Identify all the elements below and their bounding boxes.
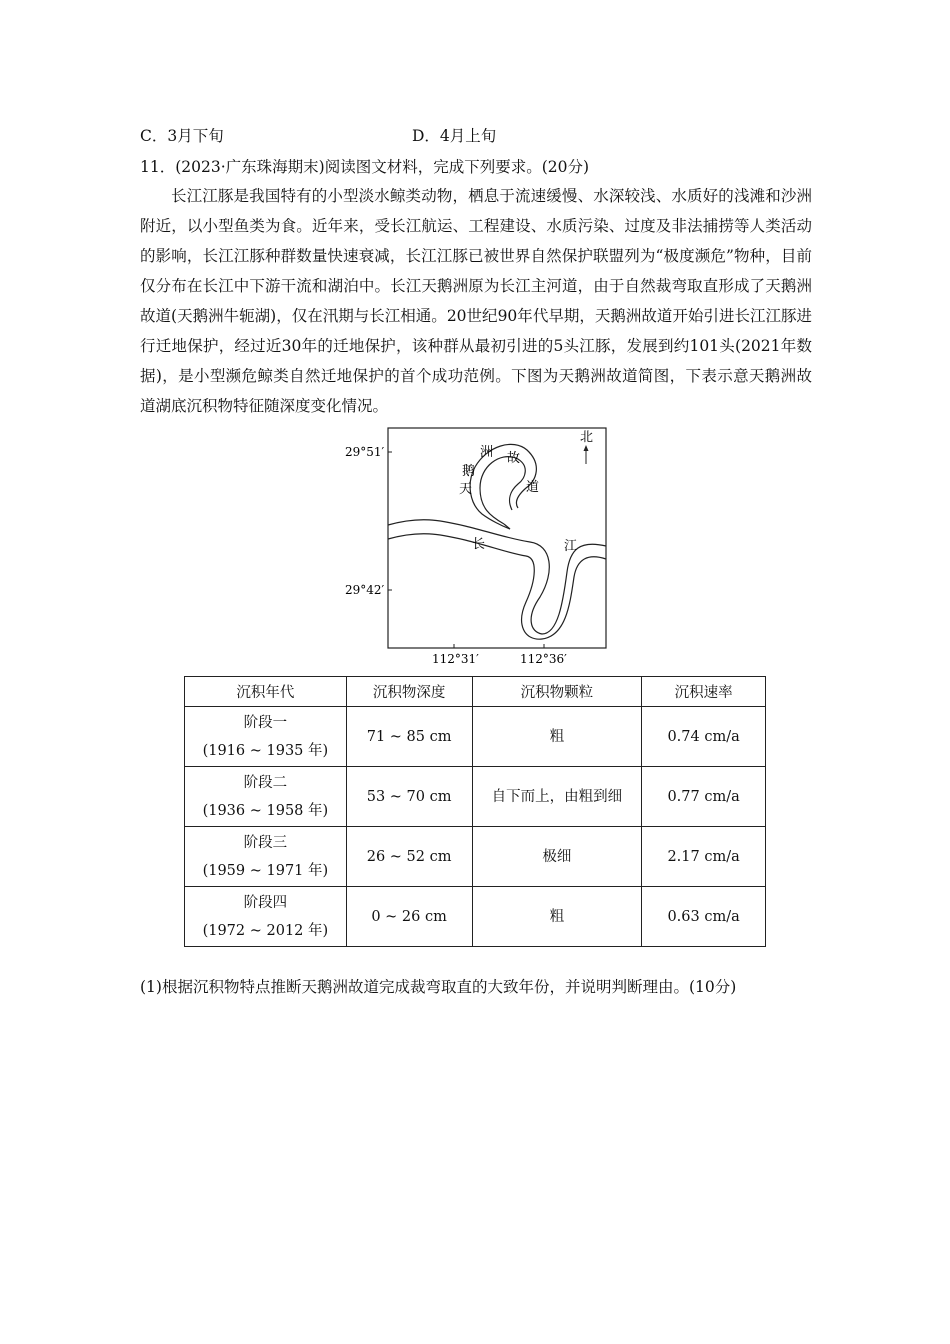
stage-cell bbox=[185, 887, 347, 947]
table-header-cell: 沉积年代 bbox=[185, 677, 347, 707]
rate-cell: 0.63 cm/a bbox=[642, 887, 766, 947]
north-label: 北 bbox=[580, 430, 594, 445]
map-label-gu: 故 bbox=[507, 451, 521, 466]
map-label-zhou: 洲 bbox=[480, 445, 494, 460]
option-d: D．4月上旬 bbox=[412, 127, 497, 145]
map-label-tian: 天 bbox=[459, 482, 473, 497]
stage-years: (1959 ~ 1971 年) bbox=[202, 862, 329, 879]
option-c: C．3月下旬 bbox=[140, 127, 224, 145]
map-label-dao: 道 bbox=[526, 480, 540, 495]
tianezhou-map bbox=[330, 422, 630, 668]
lat-bottom-label: 29°42′ bbox=[345, 583, 385, 597]
rate-cell: 0.74 cm/a bbox=[642, 707, 766, 767]
table-row bbox=[185, 707, 766, 767]
depth-cell: 71 ~ 85 cm bbox=[346, 707, 472, 767]
table-header-row bbox=[185, 677, 766, 707]
stage-name: 阶段二 bbox=[243, 774, 288, 791]
river-label-chang: 长 bbox=[472, 537, 486, 552]
table-row bbox=[185, 887, 766, 947]
map-frame bbox=[388, 428, 606, 648]
depth-cell: 26 ~ 52 cm bbox=[346, 827, 472, 887]
question-11-header: 11．(2023·广东珠海期末)阅读图文材料，完成下列要求。(20分) bbox=[140, 158, 590, 176]
grain-cell: 粗 bbox=[472, 707, 642, 767]
stage-name: 阶段一 bbox=[243, 714, 288, 731]
river-label-jiang: 江 bbox=[564, 539, 578, 554]
table-header-cell: 沉积物深度 bbox=[346, 677, 472, 707]
depth-cell: 0 ~ 26 cm bbox=[346, 887, 472, 947]
table-header-cell: 沉积物颗粒 bbox=[472, 677, 642, 707]
stage-cell bbox=[185, 827, 347, 887]
lat-top-label: 29°51′ bbox=[345, 445, 385, 459]
stage-cell bbox=[185, 707, 347, 767]
lon-left-label: 112°31′ bbox=[432, 652, 479, 666]
table-row bbox=[185, 827, 766, 887]
stage-years: (1916 ~ 1935 年) bbox=[202, 742, 329, 759]
subquestion-1: (1)根据沉积物特点推断天鹅洲故道完成裁弯取直的大致年份，并说明判断理由。(10分) bbox=[140, 978, 737, 996]
stage-years: (1972 ~ 2012 年) bbox=[202, 922, 329, 939]
oxbow-lake-inner bbox=[480, 457, 525, 524]
stage-name: 阶段三 bbox=[243, 834, 288, 851]
grain-cell: 极细 bbox=[472, 827, 642, 887]
table-header-cell: 沉积速率 bbox=[642, 677, 766, 707]
grain-cell: 自下而上，由粗到细 bbox=[472, 767, 642, 827]
rate-cell: 0.77 cm/a bbox=[642, 767, 766, 827]
depth-cell: 53 ~ 70 cm bbox=[346, 767, 472, 827]
river-bank-north bbox=[388, 520, 606, 634]
grain-cell: 粗 bbox=[472, 887, 642, 947]
sediment-table bbox=[184, 676, 766, 947]
rate-cell: 2.17 cm/a bbox=[642, 827, 766, 887]
table-row bbox=[185, 767, 766, 827]
lon-right-label: 112°36′ bbox=[520, 652, 567, 666]
stage-years: (1936 ~ 1958 年) bbox=[202, 802, 329, 819]
question-11-passage: 长江江豚是我国特有的小型淡水鲸类动物，栖息于流速缓慢、水深较浅、水质好的浅滩和沙洲附近，以小型鱼类为食。近年来，受长江航运、工程建设、水质污染、过度及非法捕捞等人类活动的影响，长江江豚种群数量快速衰减，长江江豚已被世界自然保护联盟列为“极度濒危”物种，目前仅分布在长江中下游干流和湖泊中。长江天鹅洲原为长江主河道，由于自然裁弯取直形成了天鹅洲故道(天鹅洲牛轭湖)，仅在汛期与长江相通。20世纪90年代早期，天鹅洲故道开始引进长江江豚进行迁地保护，经过近30年的迁地保护，该种群从最初引进的5头江豚，发展到约101头(2021年数据)，是小型濒危鲸类自然迁地保护的首个成功范例。下图为天鹅洲故道简图，下表示意天鹅洲故道湖底沉积物特征随深度变化情况。 bbox=[140, 187, 812, 415]
map-label-e: 鹅 bbox=[462, 464, 476, 479]
stage-cell bbox=[185, 767, 347, 827]
stage-name: 阶段四 bbox=[243, 894, 288, 911]
